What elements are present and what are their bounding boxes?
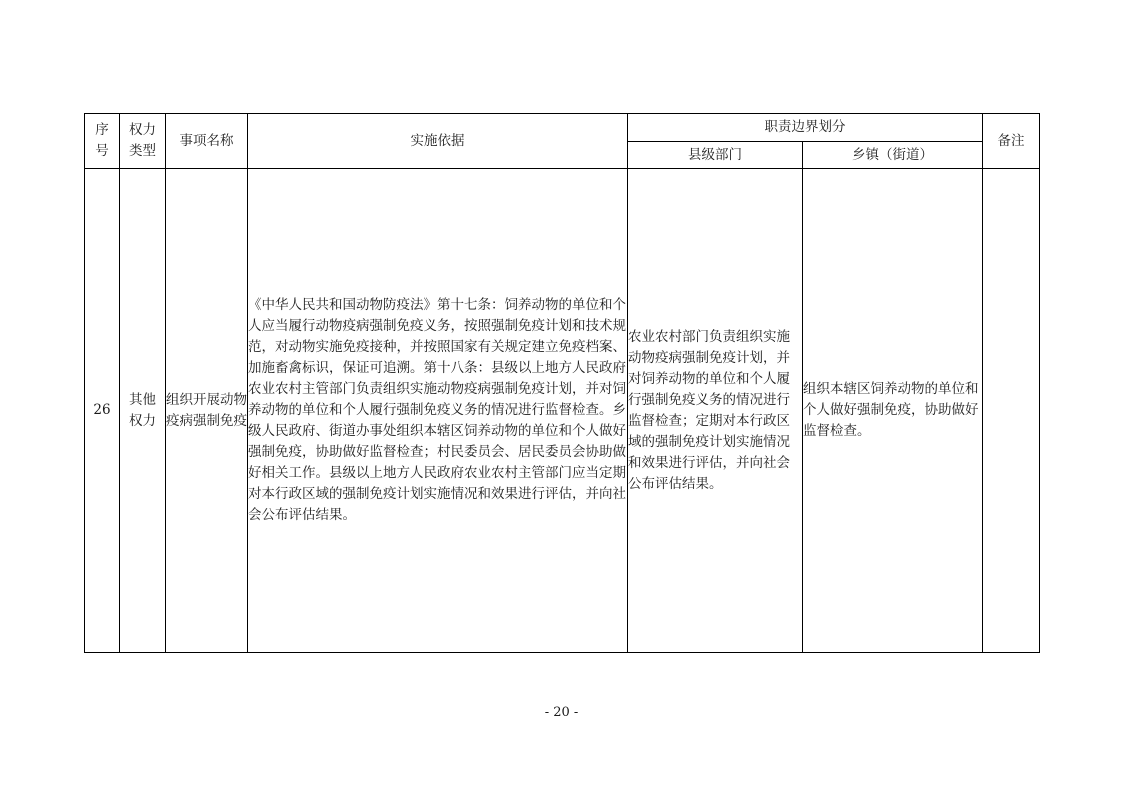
- header-duty-division: 职责边界划分: [628, 114, 983, 142]
- cell-basis: 《中华人民共和国动物防疫法》第十七条：饲养动物的单位和个人应当履行动物疫病强制免疫义务，按照强制免疫计划和技术规范，对动物实施免疫接种，并按照国家有关规定建立免疫档案、加施畜禽标识，保证可追溯。第十八条：县级以上地方人民政府农业农村主管部门负责组织实施动物疫病强制免疫计划，并对饲养动物的单位和个人履行强制免疫义务的情况进行监督检查。乡级人民政府、街道办事处组织本辖区饲养动物的单位和个人做好强制免疫，协助做好监督检查；村民委员会、居民委员会协助做好相关工作。县级以上地方人民政府农业农村主管部门应当定期对本行政区域的强制免疫计划实施情况和效果进行评估，并向社会公布评估结果。: [248, 169, 628, 653]
- power-list-table: [84, 113, 1040, 653]
- table-row: [85, 169, 1040, 653]
- header-item-name: 事项名称: [166, 114, 248, 169]
- cell-power-type: 其他 权力: [120, 169, 166, 653]
- cell-item-name: 组织开展动物疫病强制免疫: [166, 169, 248, 653]
- header-power-type: 权力 类型: [120, 114, 166, 169]
- cell-note: [983, 169, 1040, 653]
- cell-county-dept: 农业农村部门负责组织实施动物疫病强制免疫计划，并对饲养动物的单位和个人履行强制免疫义务的情况进行监督检查；定期对本行政区域的强制免疫计划实施情况和效果进行评估，并向社会公布评估结果。: [628, 169, 803, 653]
- header-township: 乡镇（街道）: [803, 142, 983, 169]
- header-county-dept: 县级部门: [628, 142, 803, 169]
- cell-seq: 26: [85, 169, 120, 653]
- page-number: - 20 -: [544, 705, 579, 720]
- header-note: 备注: [983, 114, 1040, 169]
- header-basis: 实施依据: [248, 114, 628, 169]
- cell-township: 组织本辖区饲养动物的单位和个人做好强制免疫，协助做好监督检查。: [803, 169, 983, 653]
- header-seq: 序 号: [85, 114, 120, 169]
- header-row: [85, 114, 1040, 142]
